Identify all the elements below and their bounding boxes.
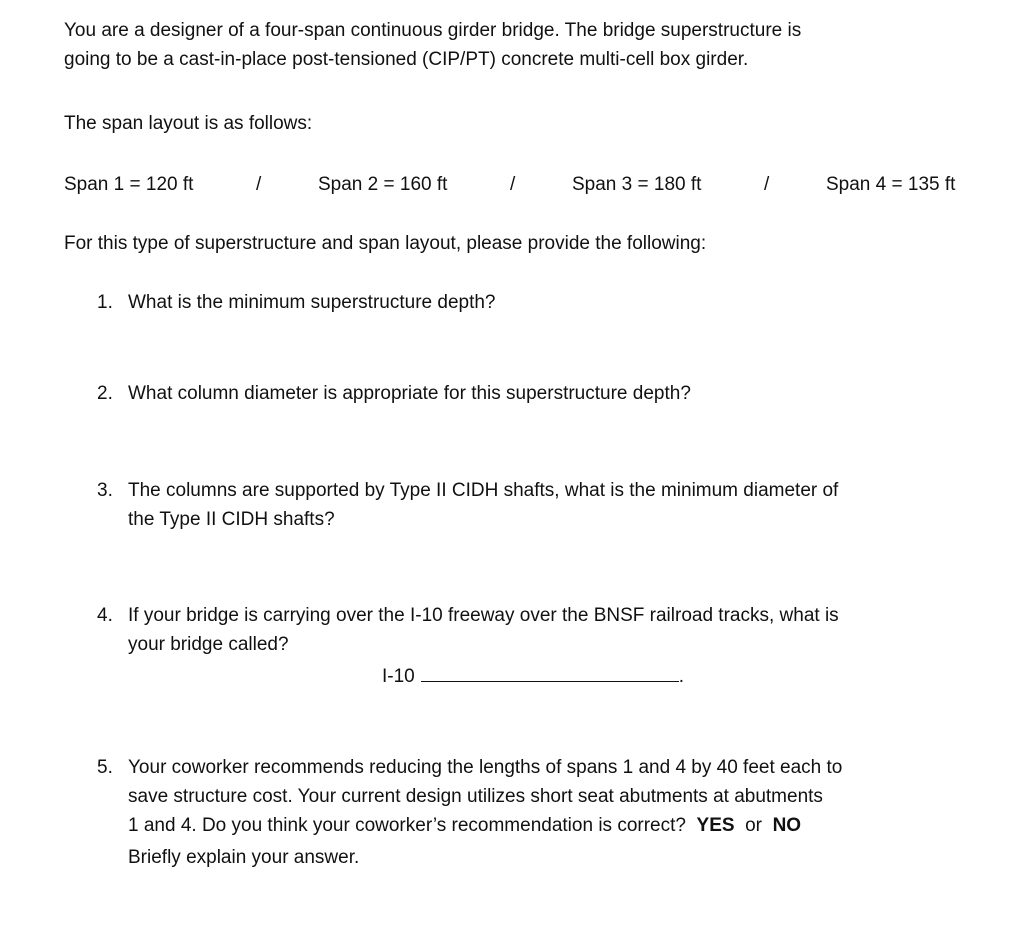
intro-paragraph xyxy=(64,16,801,74)
bridge-name-fill-in xyxy=(382,661,684,691)
follow-up-instruction: Briefly explain your answer. xyxy=(128,847,360,868)
span-separator: / xyxy=(256,174,262,195)
yes-option[interactable]: YES xyxy=(696,815,735,836)
span-1: Span 1 = 120 ft xyxy=(64,174,194,195)
question-line: Your coworker recommends reducing the lengths of spans 1 and 4 by 40 feet each to xyxy=(128,757,843,778)
question-line: What is the minimum superstructure depth? xyxy=(128,292,496,313)
question-text xyxy=(128,476,838,534)
question-line: your bridge called? xyxy=(128,634,289,655)
question-line: the Type II CIDH shafts? xyxy=(128,509,335,530)
question-line: The columns are supported by Type II CIDH shafts, what is the minimum diameter of xyxy=(128,480,839,501)
or-text: or xyxy=(745,815,763,836)
question-number: 2. xyxy=(97,383,113,404)
span-layout-label: The span layout is as follows: xyxy=(64,113,313,134)
span-4: Span 4 = 135 ft xyxy=(826,174,956,195)
question-number: 4. xyxy=(97,605,113,626)
intro-line-2: going to be a cast-in-place post-tensioned (CIP/PT) concrete multi-cell box girder. xyxy=(64,49,749,70)
no-option[interactable]: NO xyxy=(772,815,802,836)
span-3: Span 3 = 180 ft xyxy=(572,174,702,195)
question-line: save structure cost. Your current design utilizes short seat abutments at abutments xyxy=(128,786,823,807)
prompt-text: For this type of superstructure and span layout, please provide the following: xyxy=(64,233,707,254)
question-text xyxy=(128,753,842,840)
question-number: 5. xyxy=(97,757,113,778)
span-separator: / xyxy=(764,174,770,195)
question-line: 1 and 4. Do you think your coworker’s recommendation is correct? xyxy=(128,815,686,836)
question-text xyxy=(128,379,691,408)
question-text xyxy=(128,288,496,317)
answer-blank-line[interactable] xyxy=(421,661,679,682)
fill-suffix: . xyxy=(678,666,685,687)
span-2: Span 2 = 160 ft xyxy=(318,174,448,195)
span-separator: / xyxy=(510,174,516,195)
fill-prefix: I-10 xyxy=(382,666,415,687)
intro-line-1: You are a designer of a four-span continuous girder bridge. The bridge superstructure is xyxy=(64,20,802,41)
question-line: If your bridge is carrying over the I-10 freeway over the BNSF railroad tracks, what is xyxy=(128,605,839,626)
question-number: 3. xyxy=(97,480,113,501)
question-number: 1. xyxy=(97,292,113,313)
question-line: What column diameter is appropriate for this superstructure depth? xyxy=(128,383,691,404)
question-text xyxy=(128,601,839,659)
